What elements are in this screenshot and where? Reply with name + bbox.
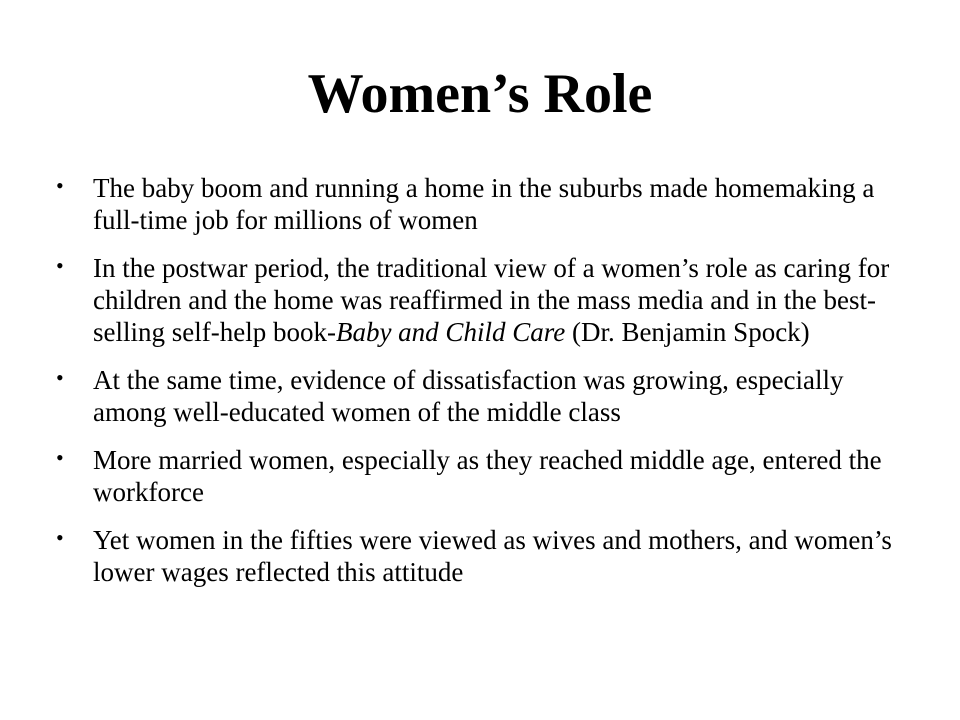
bullet-text-before: In the postwar period, the traditional view of a women’s role as caring for children and the home was reaffirmed in the mass media and in the best-selling self-help book- bbox=[93, 253, 890, 347]
bullet-item-5 bbox=[56, 524, 906, 588]
bullet-text: More married women, especially as they reached middle age, entered the workforce bbox=[93, 445, 882, 507]
bullet-icon: • bbox=[56, 173, 64, 198]
bullet-text-after: (Dr. Benjamin Spock) bbox=[565, 317, 810, 347]
bullet-icon: • bbox=[56, 365, 64, 390]
bullet-icon: • bbox=[56, 525, 64, 550]
bullet-text: At the same time, evidence of dissatisfaction was growing, especially among well-educated women of the middle class bbox=[93, 365, 844, 427]
bullet-list bbox=[56, 172, 906, 604]
bullet-icon: • bbox=[56, 445, 64, 470]
bullet-icon: • bbox=[56, 253, 64, 278]
bullet-item-3 bbox=[56, 364, 906, 428]
bullet-item-2 bbox=[56, 252, 906, 348]
bullet-item-1 bbox=[56, 172, 906, 236]
slide-title: Women’s Role bbox=[307, 63, 653, 125]
bullet-text: The baby boom and running a home in the suburbs made homemaking a full-time job for millions of women bbox=[93, 173, 875, 235]
book-title: Baby and Child Care bbox=[335, 317, 566, 347]
bullet-text bbox=[93, 253, 889, 347]
bullet-item-4 bbox=[56, 444, 906, 508]
bullet-text: Yet women in the fifties were viewed as wives and mothers, and women’s lower wages reflected this attitude bbox=[93, 525, 892, 587]
